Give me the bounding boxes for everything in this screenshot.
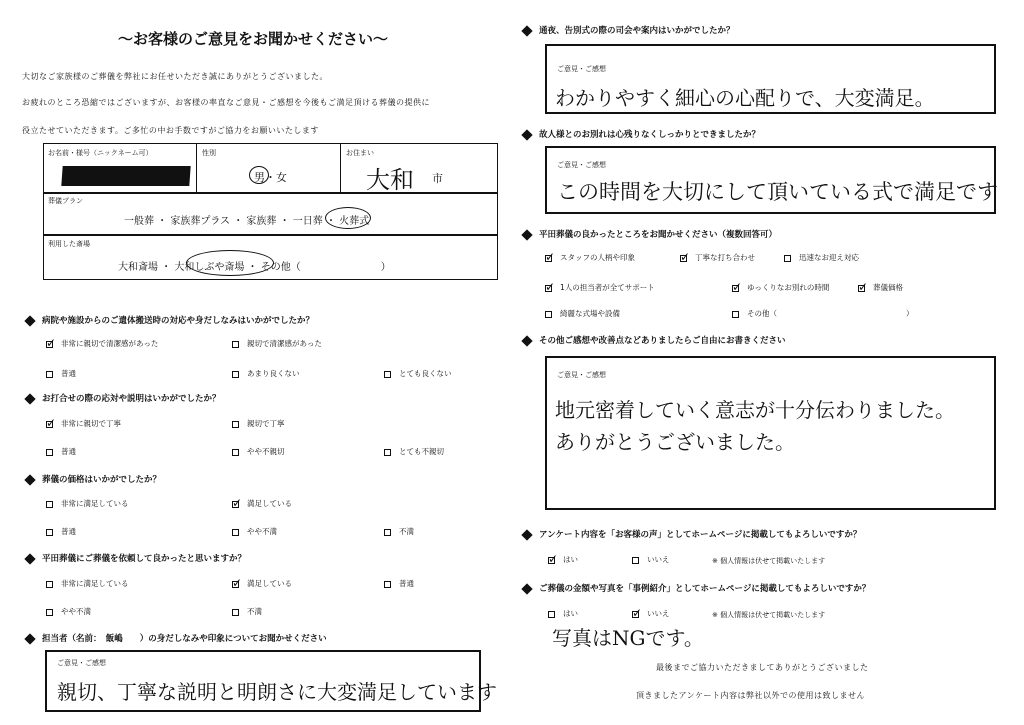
gender-options: 男・女 [254,171,287,184]
comment-text-staff: 親切、丁寧な説明と明朗さに大変満足しています [57,680,497,704]
checkbox-icon[interactable] [232,449,239,456]
question-transport: 病院や施設からのご遺体搬送時の対応や身だしなみはいかがでしたか？ [26,314,314,326]
option-other[interactable]: その他（ [732,308,777,319]
question-staff: 担当者（名前： 飯嶋 ）の身だしなみや印象についてお聞かせください [26,632,327,644]
bullet-diamond-icon [24,393,35,404]
option-meeting-slightly-unkind[interactable]: やや不親切 [232,446,285,457]
question-price: 葬儀の価格はいかがでしたか？ [26,473,161,485]
option-meeting-very-unkind[interactable]: とても不親切 [384,446,444,457]
checkbox-icon[interactable] [384,581,391,588]
option-recommend-slightly-dissatisfied[interactable]: やや不満 [46,606,91,617]
question-free-comment: その他ご感想や改善点などありましたらご自由にお書きください [523,334,786,346]
option-careful-meeting[interactable]: ✓ 丁寧な打ち合わせ [680,249,755,264]
checkbox-icon[interactable] [232,609,239,616]
option-meeting-normal[interactable]: 普通 [46,446,76,457]
option-meeting-very-kind[interactable]: ✓ 非常に親切で丁寧 [46,415,121,430]
bullet-diamond-icon [521,229,532,240]
option-transport-normal[interactable]: 普通 [46,368,76,379]
intro-line-3: 役立たせていただきます。ご多忙の中お手数ですがご協力をお願いいたします [22,126,319,135]
option-staff-personality[interactable]: ✓ スタッフの人柄や印象 [545,249,635,264]
option-single-staff[interactable]: ✓ 1人の担当者が全てサポート [545,279,655,294]
plan-circle-mark [325,207,371,229]
comment-text-free-line-1: 地元密着していく意志が十分伝わりました。 [555,398,955,422]
checkbox-icon[interactable] [232,371,239,378]
option-transport-bad[interactable]: とても良くない [384,368,452,379]
checkmark-icon: ✓ [232,495,243,510]
name-label: お名前・様号（ニックネーム可） [48,149,153,157]
address-value: 大和 [366,166,414,194]
intro-line-2: お疲れのところ恐縮ではございますが、お客様の率直なご意見・ご感想を今後もご満足頂ける葬儀の提供に [22,98,430,107]
checkbox-icon[interactable] [545,279,556,294]
bullet-diamond-icon [521,25,532,36]
checkbox-icon[interactable] [632,557,639,564]
question-web-publish: アンケート内容を「お客様の声」としてホームページに掲載してもよろしいですか？ [523,528,861,540]
option-price-slightly-dissatisfied[interactable]: やや不満 [232,526,277,537]
gender-label: 性別 [202,149,216,157]
checkbox-icon[interactable] [46,609,53,616]
checkmark-icon: ✓ [545,249,556,264]
checkmark-icon: ✓ [46,335,57,350]
checkmark-icon: ✓ [732,279,743,294]
comment-box-farewell[interactable] [545,146,996,214]
checkbox-icon[interactable] [545,311,552,318]
option-other-close: ） [906,309,914,318]
checkbox-icon[interactable] [732,311,739,318]
bullet-diamond-icon [521,335,532,346]
option-recommend-very-satisfied[interactable]: 非常に満足している [46,578,129,589]
hall-circle-mark [186,250,274,276]
checkbox-icon[interactable] [232,575,243,590]
question-case-study: ご葬儀の金額や写真を「事例紹介」としてホームページに掲載してもよろしいですか？ [523,582,870,594]
checkbox-icon[interactable] [545,249,556,264]
checkbox-icon[interactable] [46,529,53,536]
checkbox-icon[interactable] [548,551,559,566]
option-case-yes[interactable]: はい [548,608,578,619]
option-case-no[interactable]: ✓ いいえ [632,605,670,620]
option-transport-kind[interactable]: 親切で清潔感があった [232,338,322,349]
checkbox-icon[interactable] [732,279,743,294]
checkmark-icon: ✓ [46,415,57,430]
comment-text-farewell: この時間を大切にして頂いている式で満足です [557,180,998,204]
option-facility[interactable]: 綺麗な式場や設備 [545,308,620,319]
plan-label: 葬儀プラン [48,197,83,205]
option-price-normal[interactable]: 普通 [46,526,76,537]
comment-box-free[interactable] [545,356,996,510]
hall-label: 利用した斎場 [48,240,90,248]
checkbox-icon[interactable] [46,335,57,350]
checkbox-icon[interactable] [232,529,239,536]
privacy-note: ※ 個人情報は伏せて掲載いたします [712,557,826,565]
option-transport-very-kind[interactable]: ✓ 非常に親切で清潔感があった [46,335,159,350]
checkbox-icon[interactable] [232,495,243,510]
option-farewell-time[interactable]: ✓ ゆっくりなお別れの時間 [732,279,830,294]
question-good-points: 平田葬儀の良かったところをお聞かせください（複数回答可） [523,228,777,240]
option-quick-pickup[interactable]: 迅速なお迎え対応 [784,252,859,263]
comment-text-ceremony: わかりやすく細心の心配りで、大変満足。 [555,86,935,110]
checkbox-icon[interactable] [46,581,53,588]
question-ceremony: 通夜、告別式の際の司会や案内はいかがでしたか？ [523,24,735,36]
checkbox-icon[interactable] [548,611,555,618]
bullet-diamond-icon [521,129,532,140]
question-farewell: 故人様とのお別れは心残りなくしっかりとできましたか？ [523,128,760,140]
comment-box-ceremony[interactable] [545,44,996,114]
comment-label: ご意見・ご感想 [557,161,606,169]
option-transport-not-good[interactable]: あまり良くない [232,368,300,379]
checkbox-icon[interactable] [784,255,791,262]
checkmark-icon: ✓ [545,279,556,294]
checkbox-icon[interactable] [384,449,391,456]
footer-privacy: 頂きましたアンケート内容は弊社以外での使用は致しません [636,691,866,700]
page-title: ～お客様のご意見をお聞かせください～ [118,30,389,48]
comment-text-free-line-2: ありがとうございました。 [555,430,795,454]
checkmark-icon: ✓ [858,279,869,294]
option-price[interactable]: ✓ 葬儀価格 [858,279,903,294]
checkbox-icon[interactable] [858,279,869,294]
bullet-diamond-icon [24,474,35,485]
bullet-diamond-icon [24,633,35,644]
hall-options: 大和斎場 ・ 大和しぶや斎場 ・ その他（ ） [118,262,391,273]
checkbox-icon[interactable] [232,421,239,428]
question-recommend: 平田葬儀にご葬儀を依頼して良かったと思いますか？ [26,552,246,564]
option-price-dissatisfied[interactable]: 不満 [384,526,414,537]
option-price-satisfied[interactable]: ✓ 満足している [232,495,292,510]
checkbox-icon[interactable] [680,249,691,264]
option-meeting-kind[interactable]: 親切で丁寧 [232,418,285,429]
option-recommend-normal[interactable]: 普通 [384,578,414,589]
plan-options: 一般葬 ・ 家族葬プラス ・ 家族葬 ・ 一日葬 ・ 火葬式 [124,216,370,227]
checkmark-icon: ✓ [548,551,559,566]
checkmark-icon: ✓ [632,605,643,620]
checkmark-icon: ✓ [232,575,243,590]
option-recommend-satisfied[interactable]: ✓ 満足している [232,575,292,590]
option-price-very-satisfied[interactable]: 非常に満足している [46,498,129,509]
comment-label: ご意見・ご感想 [557,371,606,379]
checkbox-icon[interactable] [46,371,53,378]
bullet-diamond-icon [24,553,35,564]
address-label: お住まい [346,149,374,157]
bullet-diamond-icon [521,583,532,594]
redacted-name [61,166,190,186]
info-table [43,143,498,280]
checkbox-icon[interactable] [384,371,391,378]
bullet-diamond-icon [24,315,35,326]
option-publish-no[interactable]: いいえ [632,554,670,565]
footer-thanks: 最後までご協力いただきましてありがとうございました [656,663,869,672]
option-publish-yes[interactable]: ✓ はい [548,551,578,566]
checkbox-icon[interactable] [384,529,391,536]
checkbox-icon[interactable] [232,341,239,348]
privacy-note: ※ 個人情報は伏せて掲載いたします [712,611,826,619]
gender-circle-mark [249,166,269,184]
checkbox-icon[interactable] [46,501,53,508]
checkbox-icon[interactable] [632,605,643,620]
intro-line-1: 大切なご家族様のご葬儀を弊社にお任せいただき誠にありがとうございました。 [22,72,328,81]
handwritten-photo-ng: 写真はNGです。 [552,626,704,650]
address-suffix: 市 [432,172,443,185]
comment-label: ご意見・ご感想 [57,659,106,667]
checkmark-icon: ✓ [680,249,691,264]
comment-box-staff[interactable] [45,650,497,712]
checkbox-icon[interactable] [46,449,53,456]
option-recommend-dissatisfied[interactable]: 不満 [232,606,262,617]
comment-label: ご意見・ご感想 [557,65,606,73]
checkbox-icon[interactable] [46,415,57,430]
bullet-diamond-icon [521,529,532,540]
question-meeting: お打合せの際の応対や説明はいかがでしたか？ [26,392,221,404]
